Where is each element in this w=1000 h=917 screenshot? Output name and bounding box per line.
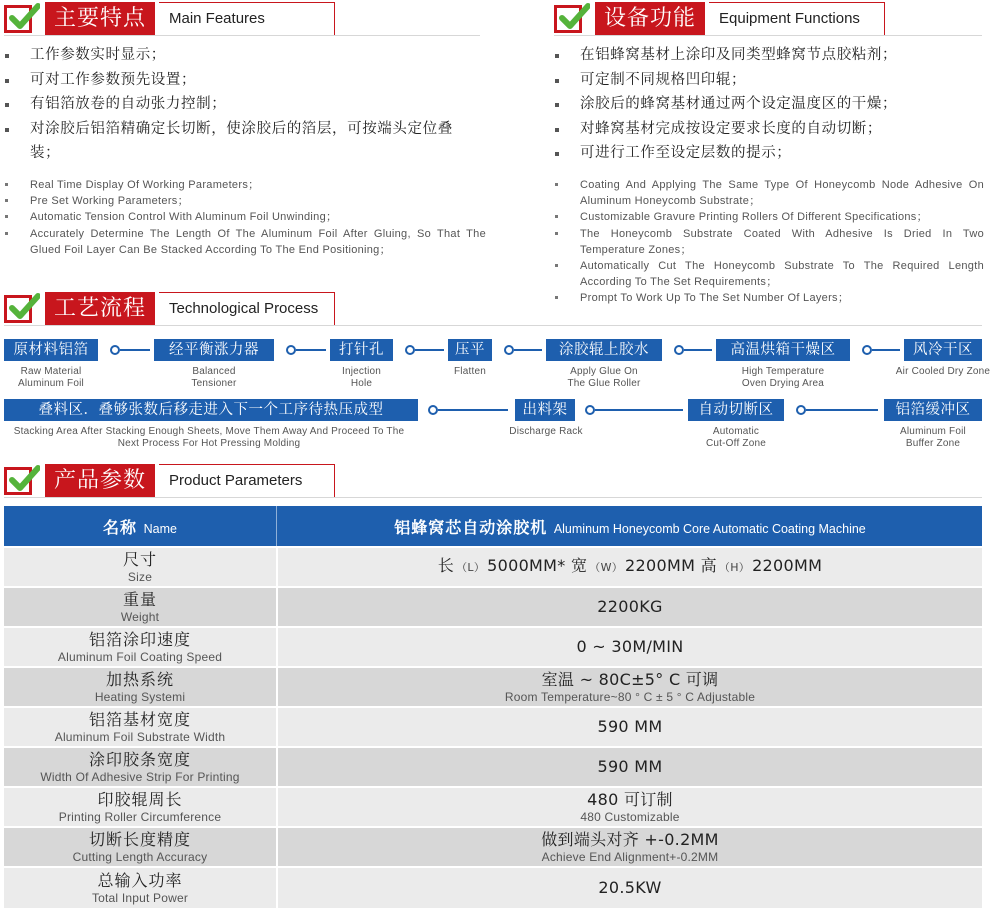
flow-connector [110, 344, 150, 356]
row-value: 长 （L） 5000MM* 宽 （W） 2200MM 高 （H） 2200MM [437, 556, 823, 575]
header-machine-zh: 铝蜂窝芯自动涂胶机 [394, 517, 548, 537]
list-item: Automatic Tension Control With Aluminum Foil Unwinding； [2, 209, 486, 225]
process-step-buffer-zone: 铝箔缓冲区 [884, 399, 982, 421]
process-step-injection-hole: 打针孔 [330, 339, 393, 361]
row-label-zh: 切断长度精度 [88, 830, 191, 849]
process-step-stacking: 叠料区．叠够张数后移走进入下一个工序待热压成型 [4, 399, 418, 421]
table-row [4, 668, 982, 706]
flow-connector [585, 404, 683, 416]
list-item: 对蜂窝基材完成按设定要求长度的自动切断； [552, 117, 992, 142]
list-item: Coating And Applying The Same Type Of Honeycomb Node Adhesive On Aluminum Honeycomb Substrate； [552, 177, 984, 209]
table-row [4, 788, 982, 826]
row-label-en: Aluminum Foil Coating Speed [57, 650, 223, 664]
list-item: 可进行工作至设定层数的提示； [552, 141, 992, 166]
table-row [4, 588, 982, 626]
row-value: 590 MM [597, 757, 663, 776]
row-label-zh: 铝箔基材宽度 [88, 710, 191, 729]
row-label-en: Cutting Length Accuracy [72, 850, 208, 864]
divider [4, 325, 982, 326]
row-label-en: Total Input Power [91, 891, 189, 905]
row-value: 做到端头对齐 +-0.2MM [541, 830, 719, 849]
list-item: 工作参数实时显示； [2, 43, 482, 68]
table-header [4, 506, 982, 546]
process-step-auto-cutoff: 自动切断区 [688, 399, 784, 421]
flow-connector [674, 344, 712, 356]
flow-connector [504, 344, 542, 356]
divider [4, 35, 480, 36]
list-item: 在铝蜂窝基材上涂印及同类型蜂窝节点胶粘剂； [552, 43, 992, 68]
divider [4, 497, 982, 498]
check-icon [554, 3, 590, 35]
check-icon [4, 293, 40, 325]
params-title-en: Product Parameters [159, 464, 335, 498]
process-step-injection-hole-en: Injection Hole [341, 366, 382, 389]
flow-connector [862, 344, 900, 356]
process-step-tensioner-en: Balanced Tensioner [191, 366, 237, 389]
main-features-title-en: Main Features [159, 2, 335, 36]
row-value: 2200KG [597, 597, 663, 616]
row-label-zh: 尺寸 [122, 550, 157, 569]
row-label-en: Width Of Adhesive Strip For Printing [40, 770, 240, 784]
flow-connector [428, 404, 508, 416]
main-features-title-zh: 主要特点 [45, 2, 155, 36]
process-step-stacking-en: Stacking Area After Stacking Enough Sheets, Move Them Away And Proceed To The Next Process For Hot Pressing Molding [13, 426, 405, 449]
equipment-functions-list-en [552, 177, 984, 307]
process-step-tensioner: 经平衡涨力器 [154, 339, 274, 361]
process-step-discharge-rack: 出料架 [515, 399, 575, 421]
process-step-air-cooled-en: Air Cooled Dry Zone [895, 366, 991, 377]
table-row [4, 548, 982, 586]
row-label-zh: 印胶辊周长 [97, 790, 183, 809]
flow-connector [286, 344, 326, 356]
process-title-en: Technological Process [159, 292, 335, 326]
list-item: Automatically Cut The Honeycomb Substrate To The Required Length According To The Set Requirements； [552, 258, 984, 290]
flow-connector [796, 404, 878, 416]
row-value-en: Room Temperature~80 ° C ± 5 ° C Adjustable [504, 690, 756, 704]
flow-connector [405, 344, 444, 356]
row-value: 480 可订制 [587, 790, 673, 809]
main-features-list-en [2, 177, 486, 258]
process-step-buffer-zone-en: Aluminum Foil Buffer Zone [900, 426, 966, 449]
row-label-en: Weight [120, 610, 160, 624]
equipment-functions-title-en: Equipment Functions [709, 2, 885, 36]
row-value: 0 ~ 30M/MIN [576, 637, 684, 656]
process-title-zh: 工艺流程 [45, 292, 155, 326]
list-item: 涂胶后的蜂窝基材通过两个设定温度区的干燥； [552, 92, 992, 117]
header-name-zh: 名称 [103, 517, 138, 537]
check-icon [4, 3, 40, 35]
process-step-air-cooled: 风冷干区 [904, 339, 982, 361]
divider [554, 35, 982, 36]
row-label-en: Aluminum Foil Substrate Width [54, 730, 226, 744]
header-name-en: Name [143, 521, 177, 536]
process-step-oven-drying-en: High Temperature Oven Drying Area [741, 366, 825, 389]
equipment-functions-title-zh: 设备功能 [595, 2, 705, 36]
main-features-list-zh [2, 43, 482, 166]
row-label-zh: 涂印胶条宽度 [88, 750, 191, 769]
row-label-en: Printing Roller Circumference [58, 810, 222, 824]
process-step-raw-foil-en: Raw Material Aluminum Foil [18, 366, 84, 389]
equipment-functions-list-zh [552, 43, 992, 166]
row-value-en: 480 Customizable [580, 810, 680, 824]
process-step-flatten-en: Flatten [454, 366, 486, 377]
process-step-flatten: 压平 [448, 339, 492, 361]
table-row [4, 708, 982, 746]
process-step-discharge-rack-en: Discharge Rack [509, 426, 583, 437]
row-label-zh: 总输入功率 [97, 871, 183, 890]
row-value-en: Achieve End Alignment+-0.2MM [541, 850, 719, 864]
row-label-en: Heating Systemi [94, 690, 186, 704]
list-item: The Honeycomb Substrate Coated With Adhesive Is Dried In Two Temperature Zones； [552, 226, 984, 258]
process-step-auto-cutoff-en: Automatic Cut-Off Zone [705, 426, 767, 449]
list-item: Pre Set Working Parameters； [2, 193, 486, 209]
table-row [4, 628, 982, 666]
row-value: 20.5KW [598, 878, 662, 897]
params-title-zh: 产品参数 [45, 464, 155, 498]
table-row [4, 828, 982, 866]
list-item: 可定制不同规格凹印辊； [552, 68, 992, 93]
list-item: Real Time Display Of Working Parameters； [2, 177, 486, 193]
table-row [4, 748, 982, 786]
list-item: Accurately Determine The Length Of The Aluminum Foil After Gluing, So That The Glued Foil Layer Can Be Stacked According To The End Positioning； [2, 226, 486, 258]
list-item: Prompt To Work Up To The Set Number Of Layers； [552, 290, 984, 306]
header-machine-en: Aluminum Honeycomb Core Automatic Coating Machine [553, 521, 866, 536]
row-value: 室温 ~ 80C±5° C 可调 [541, 670, 719, 689]
row-label-en: Size [127, 570, 153, 584]
row-label-zh: 重量 [122, 590, 157, 609]
list-item: 可对工作参数预先设置； [2, 68, 482, 93]
list-item: Customizable Gravure Printing Rollers Of Different Specifications； [552, 209, 984, 225]
row-label-zh: 铝箔涂印速度 [88, 630, 191, 649]
table-row [4, 868, 982, 908]
list-item: 对涂胶后铝箔精确定长切断，使涂胶后的箔层，可按端头定位叠装； [2, 117, 482, 166]
process-step-glue-roller: 涂胶辊上胶水 [546, 339, 662, 361]
row-label-zh: 加热系统 [105, 670, 174, 689]
process-step-oven-drying: 高温烘箱干燥区 [716, 339, 850, 361]
process-step-raw-foil: 原材料铝箔 [4, 339, 98, 361]
check-icon [4, 465, 40, 497]
list-item: 有铝箔放卷的自动张力控制； [2, 92, 482, 117]
process-step-glue-roller-en: Apply Glue On The Glue Roller [567, 366, 641, 389]
row-value: 590 MM [597, 717, 663, 736]
